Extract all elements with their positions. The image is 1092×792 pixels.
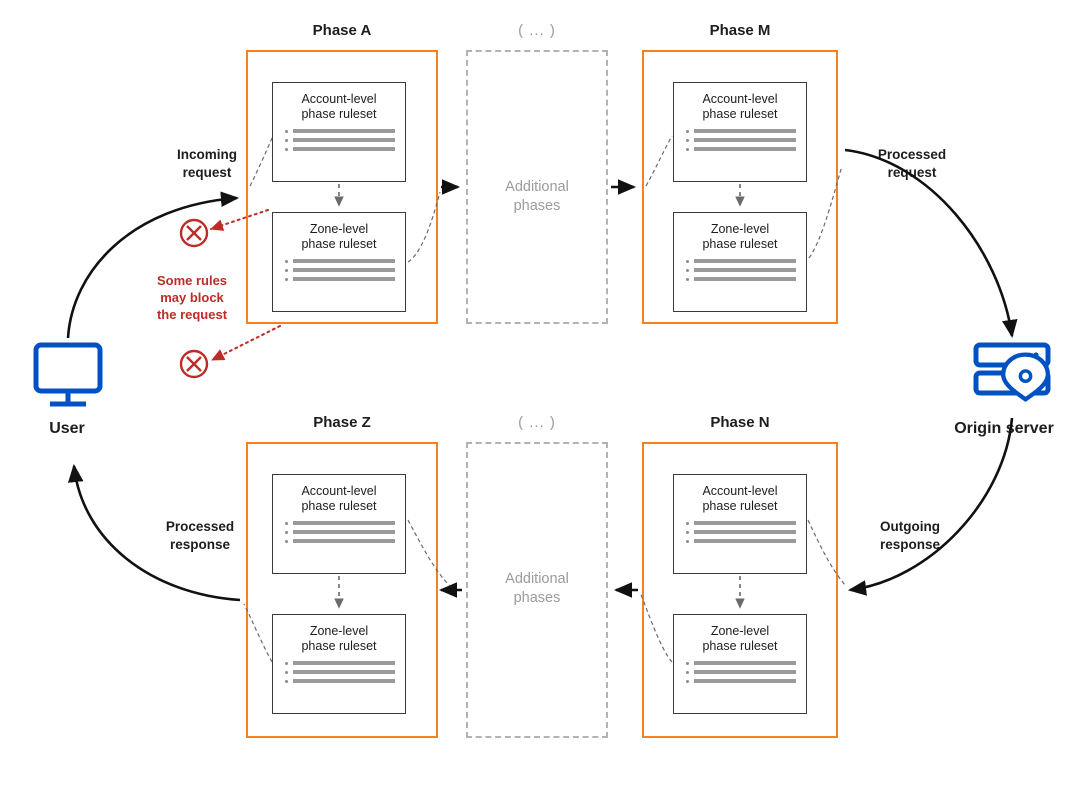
rule-row bbox=[285, 268, 395, 272]
ruleset-title-line2: phase ruleset bbox=[301, 639, 377, 653]
rule-bullet-icon bbox=[285, 148, 288, 151]
edge-label-outgoing-response bbox=[855, 518, 965, 554]
rule-bar bbox=[293, 539, 395, 543]
rule-bullet-icon bbox=[686, 139, 689, 142]
rule-bar bbox=[694, 521, 796, 525]
rule-bullet-icon bbox=[285, 130, 288, 133]
ruleset-title-line1: Zone-level bbox=[710, 222, 770, 236]
block-note-line2: may block bbox=[160, 290, 224, 305]
phase-title-ellipsis-top: ( ... ) bbox=[518, 22, 556, 39]
ruleset-title-line1: Zone-level bbox=[309, 624, 369, 638]
arrow-outgoing-response bbox=[850, 418, 1012, 590]
block-note-line3: the request bbox=[156, 307, 228, 322]
rule-bar bbox=[293, 679, 395, 683]
ruleset-title-line2: phase ruleset bbox=[301, 107, 377, 121]
edge-label-processed-request bbox=[852, 146, 972, 182]
ruleset-title-line2: phase ruleset bbox=[702, 107, 778, 121]
ruleset-title-line2: phase ruleset bbox=[301, 237, 377, 251]
rule-bar bbox=[293, 661, 395, 665]
edge-label-line2: request bbox=[182, 165, 232, 180]
rule-row bbox=[686, 277, 796, 281]
edge-label-line1: Incoming bbox=[177, 147, 237, 162]
ruleset-title bbox=[684, 92, 796, 122]
rule-bar bbox=[694, 661, 796, 665]
ruleset-zone-phase-a bbox=[272, 212, 406, 312]
rule-bar bbox=[694, 268, 796, 272]
rule-rows bbox=[283, 661, 395, 683]
rule-row bbox=[686, 147, 796, 151]
rule-bullet-icon bbox=[285, 522, 288, 525]
rule-row bbox=[285, 147, 395, 151]
rule-bullet-icon bbox=[285, 139, 288, 142]
phase-title-phase-m: Phase M bbox=[709, 22, 771, 39]
rule-bullet-icon bbox=[285, 531, 288, 534]
rule-row bbox=[285, 530, 395, 534]
additional-phases-line1: Additional bbox=[505, 571, 569, 587]
phase-title-phase-a: Phase A bbox=[312, 22, 372, 39]
edge-label-line2: request bbox=[887, 165, 937, 180]
edge-label-incoming-request bbox=[152, 146, 262, 182]
block-rules-note bbox=[136, 272, 248, 323]
ruleset-zone-phase-m bbox=[673, 212, 807, 312]
additional-phases-label-top bbox=[466, 178, 608, 216]
edge-label-line1: Outgoing bbox=[880, 519, 940, 534]
ruleset-zone-phase-z bbox=[272, 614, 406, 714]
ruleset-title-line2: phase ruleset bbox=[301, 499, 377, 513]
rule-bar bbox=[694, 147, 796, 151]
rule-row bbox=[285, 129, 395, 133]
additional-phases-label-bottom bbox=[466, 570, 608, 608]
rule-row bbox=[686, 539, 796, 543]
ruleset-account-phase-a bbox=[272, 82, 406, 182]
rule-bullet-icon bbox=[285, 540, 288, 543]
ruleset-title bbox=[283, 222, 395, 252]
edge-label-line1: Processed bbox=[165, 519, 235, 534]
node-label-user: User bbox=[49, 420, 85, 437]
rule-row bbox=[686, 268, 796, 272]
rule-bullet-icon bbox=[686, 522, 689, 525]
ruleset-account-phase-m bbox=[673, 82, 807, 182]
ruleset-title-line1: Zone-level bbox=[710, 624, 770, 638]
rule-rows bbox=[283, 259, 395, 281]
rule-bullet-icon bbox=[285, 269, 288, 272]
edge-label-line1: Processed bbox=[877, 147, 947, 162]
rule-bar bbox=[694, 530, 796, 534]
ruleset-title-line1: Account-level bbox=[702, 484, 778, 498]
ruleset-title bbox=[684, 222, 796, 252]
ruleset-title bbox=[283, 484, 395, 514]
rule-bar bbox=[694, 259, 796, 263]
rule-row bbox=[285, 679, 395, 683]
rule-row bbox=[285, 277, 395, 281]
rule-rows bbox=[684, 129, 796, 151]
ruleset-title-line1: Zone-level bbox=[309, 222, 369, 236]
ruleset-zone-phase-n bbox=[673, 614, 807, 714]
rule-row bbox=[285, 670, 395, 674]
rule-row bbox=[285, 661, 395, 665]
rule-bar bbox=[694, 129, 796, 133]
ruleset-title-line2: phase ruleset bbox=[702, 237, 778, 251]
rule-rows bbox=[684, 521, 796, 543]
rule-bar bbox=[293, 670, 395, 674]
rule-bullet-icon bbox=[285, 680, 288, 683]
rule-rows bbox=[684, 259, 796, 281]
rule-rows bbox=[283, 521, 395, 543]
additional-phases-line2: phases bbox=[513, 590, 561, 606]
monitor-icon bbox=[36, 345, 100, 404]
rule-bullet-icon bbox=[686, 130, 689, 133]
rule-row bbox=[686, 679, 796, 683]
rule-row bbox=[686, 138, 796, 142]
ruleset-account-phase-z bbox=[272, 474, 406, 574]
rule-bar bbox=[293, 521, 395, 525]
rule-bullet-icon bbox=[285, 278, 288, 281]
rule-bar bbox=[694, 679, 796, 683]
rule-bar bbox=[694, 277, 796, 281]
ruleset-title-line2: phase ruleset bbox=[702, 639, 778, 653]
rule-bullet-icon bbox=[285, 662, 288, 665]
edge-label-line2: response bbox=[169, 537, 231, 552]
rule-bar bbox=[694, 670, 796, 674]
server-location-icon bbox=[976, 345, 1048, 399]
ruleset-title bbox=[283, 92, 395, 122]
rule-bullet-icon bbox=[686, 662, 689, 665]
ruleset-title-line1: Account-level bbox=[301, 484, 377, 498]
rule-bar bbox=[293, 129, 395, 133]
node-label-origin-server: Origin server bbox=[954, 420, 1054, 437]
ruleset-title bbox=[684, 484, 796, 514]
ruleset-title bbox=[684, 624, 796, 654]
ruleset-title-line1: Account-level bbox=[301, 92, 377, 106]
rule-row bbox=[686, 259, 796, 263]
rule-bar bbox=[293, 147, 395, 151]
rule-rows bbox=[684, 661, 796, 683]
ruleset-account-phase-n bbox=[673, 474, 807, 574]
additional-phases-line1: Additional bbox=[505, 179, 569, 195]
rule-bullet-icon bbox=[686, 671, 689, 674]
rule-rows bbox=[283, 129, 395, 151]
rule-bar bbox=[293, 530, 395, 534]
rule-bar bbox=[293, 259, 395, 263]
ruleset-title-line2: phase ruleset bbox=[702, 499, 778, 513]
rule-row bbox=[686, 129, 796, 133]
block-note-line1: Some rules bbox=[156, 273, 228, 288]
rule-bar bbox=[694, 539, 796, 543]
block-marker-account-icon bbox=[181, 220, 207, 246]
phase-title-phase-n: Phase N bbox=[710, 414, 770, 431]
rule-bullet-icon bbox=[686, 260, 689, 263]
rule-bullet-icon bbox=[686, 269, 689, 272]
rule-row bbox=[686, 530, 796, 534]
phase-title-ellipsis-bottom: ( ... ) bbox=[518, 414, 556, 431]
block-marker-zone-icon bbox=[181, 351, 207, 377]
edge-label-processed-response bbox=[140, 518, 260, 554]
rule-bullet-icon bbox=[686, 531, 689, 534]
rule-bullet-icon bbox=[686, 540, 689, 543]
ruleset-title bbox=[283, 624, 395, 654]
phase-title-phase-z: Phase Z bbox=[313, 414, 371, 431]
additional-phases-line2: phases bbox=[513, 198, 561, 214]
rule-row bbox=[285, 138, 395, 142]
rule-bar bbox=[694, 138, 796, 142]
edge-label-line2: response bbox=[879, 537, 941, 552]
ruleset-title-line1: Account-level bbox=[702, 92, 778, 106]
rule-row bbox=[686, 661, 796, 665]
arrow-block-zone-phase-a bbox=[212, 326, 280, 360]
rule-bullet-icon bbox=[686, 680, 689, 683]
rule-bullet-icon bbox=[686, 278, 689, 281]
rule-row bbox=[686, 521, 796, 525]
rule-row bbox=[285, 539, 395, 543]
rule-bar bbox=[293, 138, 395, 142]
rule-row bbox=[285, 259, 395, 263]
rule-row bbox=[285, 521, 395, 525]
rule-bullet-icon bbox=[285, 671, 288, 674]
rule-bar bbox=[293, 277, 395, 281]
rule-bullet-icon bbox=[686, 148, 689, 151]
rule-bar bbox=[293, 268, 395, 272]
rule-bullet-icon bbox=[285, 260, 288, 263]
rule-row bbox=[686, 670, 796, 674]
